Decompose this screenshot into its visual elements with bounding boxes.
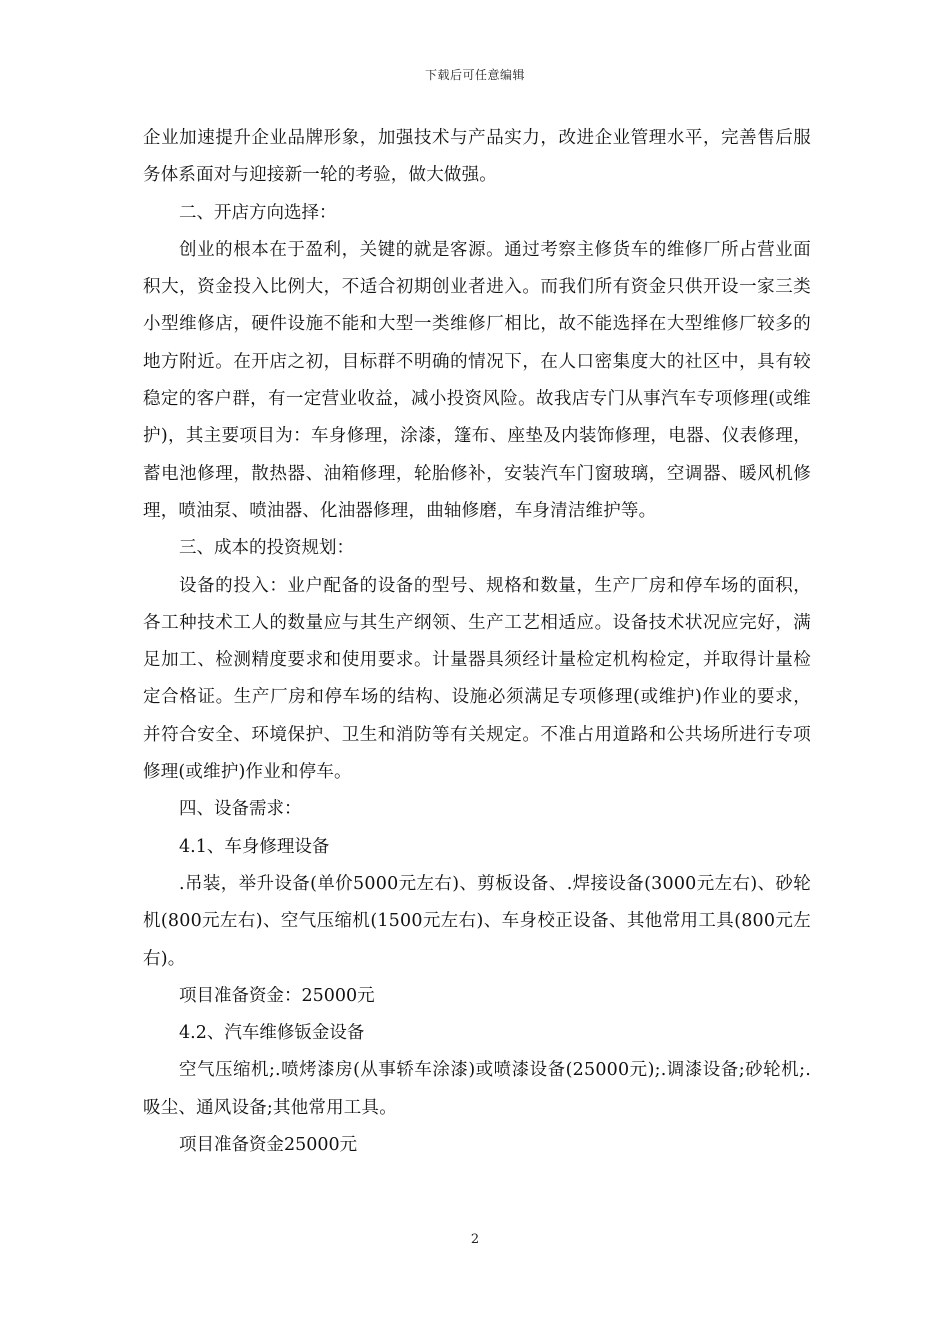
paragraph-brand-upgrade: 企业加速提升企业品牌形象，加强技术与产品实力，改进企业管理水平，完善售后服务体系面对与迎接新一轮的考验，做大做强。: [143, 128, 811, 186]
heading-cost-plan: 三、成本的投资规划：: [179, 538, 354, 559]
page-number: 2: [470, 1232, 480, 1247]
paragraph-equipment-investment: 设备的投入：业户配备的设备的型号、规格和数量，生产厂房和停车场的面积，各工种技术工人的数量应与其生产纲领、生产工艺相适应。设备技术状况应完好，满足加工、检测精度要求和使用要求。计量器具须经计量检定机构检定，并取得计量检定合格证。生产厂房和停车场的结构、设施必须满足专项修理(或维护)作业的要求，并符合安全、环境保护、卫生和消防等有关规定。不准占用道路和公共场所进行专项修理(或维护)作业和停车。: [143, 575, 811, 783]
paragraph-funds-body-repair: 项目准备资金：25000元: [179, 985, 375, 1006]
heading-body-repair-equipment: 4.1、车身修理设备: [179, 836, 330, 857]
document-body: [143, 120, 811, 1164]
paragraph-store-direction: 创业的根本在于盈利，关键的就是客源。通过考察主修货车的维修厂所占营业面积大，资金投入比例大，不适合初期创业者进入。而我们所有资金只供开设一家三类小型维修店，硬件设施不能和大型一类维修厂相比，故不能选择在大型维修厂较多的地方附近。在开店之初，目标群不明确的情况下，在人口密集度大的社区中，具有较稳定的客户群，有一定营业收益，减小投资风险。故我店专门从事汽车专项修理(或维护)，其主要项目为：车身修理，涂漆，篷布、座垫及内装饰修理，电器、仪表修理，蓄电池修理，散热器、油箱修理，轮胎修补，安装汽车门窗玻璃，空调器、暖风机修理，喷油泵、喷油器、化油器修理，曲轴修磨，车身清洁维护等。: [143, 239, 811, 521]
page-header: 下载后可任意编辑: [424, 68, 525, 82]
heading-sheet-metal-equipment: 4.2、汽车维修钣金设备: [179, 1023, 365, 1044]
heading-equipment-needs: 四、设备需求：: [179, 799, 302, 820]
heading-store-direction: 二、开店方向选择：: [179, 202, 337, 223]
paragraph-funds-sheet-metal: 项目准备资金25000元: [179, 1135, 358, 1156]
paragraph-body-repair-equipment-list: .吊装，举升设备(单价5000元左右)、剪板设备、.焊接设备(3000元左右)、砂轮机(800元左右)、空气压缩机(1500元左右)、车身校正设备、其他常用工具(800元左右)。: [143, 873, 811, 969]
paragraph-sheet-metal-equipment-list: 空气压缩机;.喷烤漆房(从事轿车涂漆)或喷漆设备(25000元);.调漆设备;砂轮机;.吸尘、通风设备;其他常用工具。: [143, 1060, 811, 1118]
